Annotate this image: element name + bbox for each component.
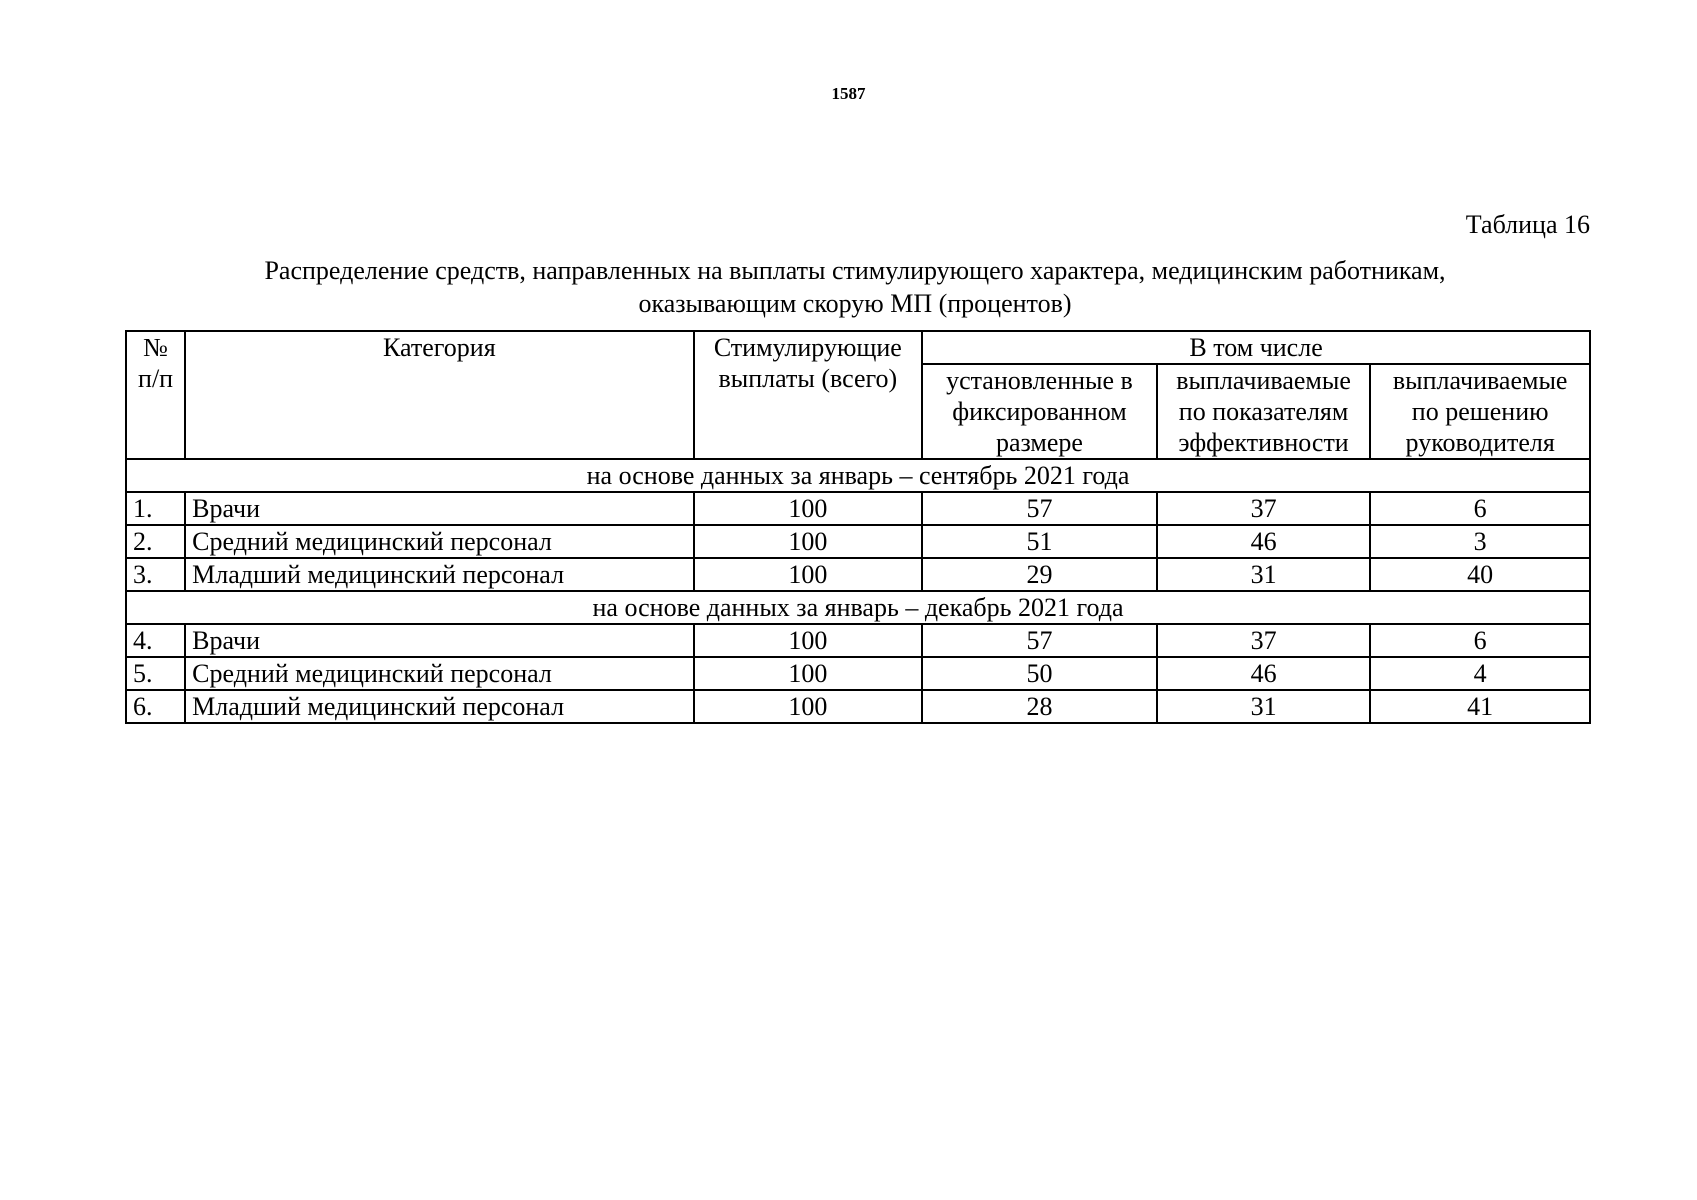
cell-fixed: 29 <box>922 558 1157 591</box>
cell-total: 100 <box>694 492 923 525</box>
cell-num: 6. <box>126 690 185 723</box>
cell-efficiency: 46 <box>1157 525 1371 558</box>
table-title-line-2: оказывающим скорую МП (процентов) <box>638 289 1072 318</box>
cell-fixed: 57 <box>922 624 1157 657</box>
cell-num: 2. <box>126 525 185 558</box>
cell-total: 100 <box>694 624 923 657</box>
table-caption: Таблица 16 <box>1465 210 1590 239</box>
cell-total: 100 <box>694 690 923 723</box>
cell-manager: 40 <box>1370 558 1590 591</box>
table-row <box>126 492 1590 525</box>
cell-num: 3. <box>126 558 185 591</box>
table-title <box>120 254 1590 320</box>
cell-total: 100 <box>694 558 923 591</box>
section-title: на основе данных за январь – декабрь 2021 года <box>126 591 1590 624</box>
table-row <box>126 558 1590 591</box>
cell-fixed: 28 <box>922 690 1157 723</box>
cell-category: Младший медицинский персонал <box>185 690 693 723</box>
cell-efficiency: 46 <box>1157 657 1371 690</box>
table-title-line-1: Распределение средств, направленных на выплаты стимулирующего характера, медицинским работникам, <box>264 256 1446 285</box>
section-title: на основе данных за январь – сентябрь 2021 года <box>126 459 1590 492</box>
section-row <box>126 459 1590 492</box>
cell-category: Средний медицинский персонал <box>185 657 693 690</box>
cell-fixed: 51 <box>922 525 1157 558</box>
cell-efficiency: 31 <box>1157 558 1371 591</box>
header-total: Стимулирующие выплаты (всего) <box>694 331 923 459</box>
cell-manager: 41 <box>1370 690 1590 723</box>
header-efficiency: выплачиваемые по показателям эффективности <box>1157 364 1371 459</box>
header-num: № п/п <box>126 331 185 459</box>
header-category: Категория <box>185 331 693 459</box>
cell-fixed: 57 <box>922 492 1157 525</box>
table-row <box>126 525 1590 558</box>
header-fixed: установленные в фиксированном размере <box>922 364 1157 459</box>
cell-category: Средний медицинский персонал <box>185 525 693 558</box>
header-row-1 <box>126 331 1590 364</box>
table-row <box>126 657 1590 690</box>
table-row <box>126 690 1590 723</box>
page-number: 1587 <box>831 84 866 103</box>
cell-total: 100 <box>694 525 923 558</box>
cell-efficiency: 37 <box>1157 492 1371 525</box>
cell-manager: 6 <box>1370 624 1590 657</box>
cell-category: Младший медицинский персонал <box>185 558 693 591</box>
cell-efficiency: 37 <box>1157 624 1371 657</box>
cell-manager: 3 <box>1370 525 1590 558</box>
cell-category: Врачи <box>185 624 693 657</box>
header-group: В том числе <box>922 331 1590 364</box>
cell-total: 100 <box>694 657 923 690</box>
cell-category: Врачи <box>185 492 693 525</box>
cell-efficiency: 31 <box>1157 690 1371 723</box>
cell-num: 5. <box>126 657 185 690</box>
cell-manager: 6 <box>1370 492 1590 525</box>
cell-manager: 4 <box>1370 657 1590 690</box>
header-manager: выплачиваемые по решению руководителя <box>1370 364 1590 459</box>
table-row <box>126 624 1590 657</box>
data-table <box>125 330 1591 724</box>
cell-num: 4. <box>126 624 185 657</box>
section-row <box>126 591 1590 624</box>
cell-fixed: 50 <box>922 657 1157 690</box>
cell-num: 1. <box>126 492 185 525</box>
